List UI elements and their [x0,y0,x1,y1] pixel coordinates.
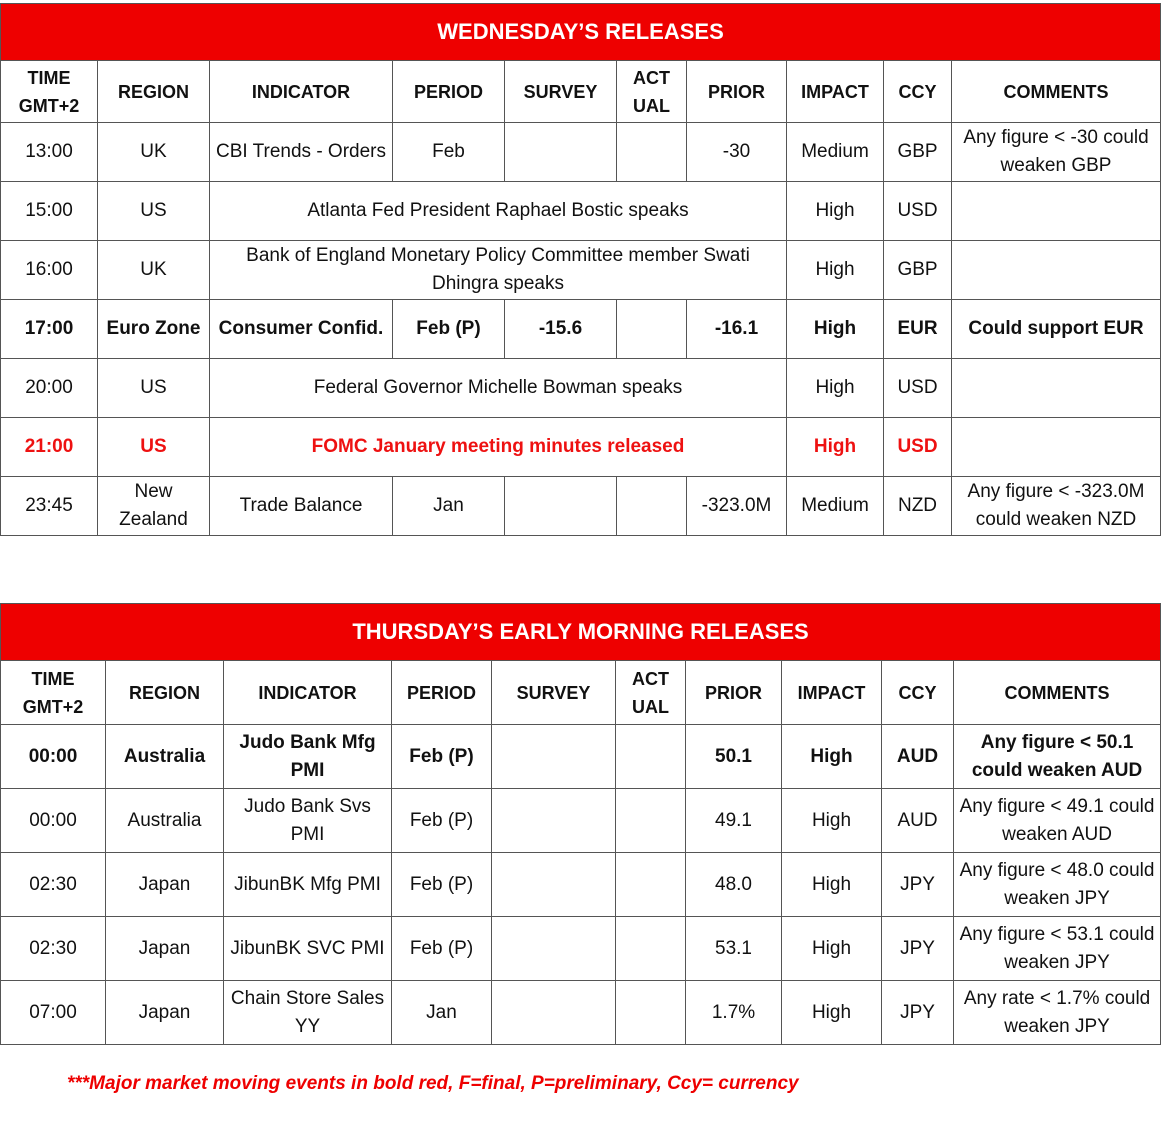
cell-indicator: Judo Bank Mfg PMI [224,725,392,789]
col-header-impact: IMPACT [787,61,884,123]
cell-survey [492,853,616,917]
cell-actual [616,981,686,1045]
col-header-indicator: INDICATOR [210,61,393,123]
cell-ccy: JPY [882,917,954,981]
table-row [1,359,1161,418]
table-row [1,725,1161,789]
col-header-survey: SURVEY [505,61,617,123]
cell-comments [952,359,1161,418]
cell-time: 23:45 [1,477,98,536]
cell-time: 17:00 [1,300,98,359]
cell-ccy: NZD [884,477,952,536]
col-header-prior: PRIOR [686,661,782,725]
cell-indicator: Consumer Confid. [210,300,393,359]
cell-prior: -16.1 [687,300,787,359]
cell-comments: Any rate < 1.7% could weaken JPY [954,981,1161,1045]
cell-event: Atlanta Fed President Raphael Bostic speaks [210,182,787,241]
cell-prior: 48.0 [686,853,782,917]
cell-survey [492,917,616,981]
cell-region: Japan [106,917,224,981]
cell-impact: High [787,359,884,418]
col-header-period: PERIOD [392,661,492,725]
table-row [1,917,1161,981]
cell-time: 16:00 [1,241,98,300]
cell-indicator: Judo Bank Svs PMI [224,789,392,853]
col-header-region: REGION [98,61,210,123]
cell-impact: High [787,241,884,300]
col-header-prior: PRIOR [687,61,787,123]
cell-impact: High [787,418,884,477]
col-header-comments: COMMENTS [952,61,1161,123]
col-header-ccy: CCY [882,661,954,725]
cell-indicator: Trade Balance [210,477,393,536]
cell-prior: 1.7% [686,981,782,1045]
cell-ccy: AUD [882,789,954,853]
cell-region: Japan [106,981,224,1045]
wednesday-title: WEDNESDAY’S RELEASES [1,4,1161,61]
cell-region: UK [98,241,210,300]
cell-prior: 50.1 [686,725,782,789]
table-row [1,853,1161,917]
cell-period: Feb (P) [392,917,492,981]
cell-comments: Any figure < 49.1 could weaken AUD [954,789,1161,853]
table-row [1,477,1161,536]
cell-period: Feb (P) [392,725,492,789]
cell-period: Feb (P) [392,853,492,917]
cell-comments: Any figure < -30 could weaken GBP [952,123,1161,182]
table-row-highlight [1,418,1161,477]
cell-period: Jan [393,477,505,536]
col-header-actual: ACT UAL [616,661,686,725]
cell-time: 00:00 [1,789,106,853]
col-header-time: TIME GMT+2 [1,661,106,725]
cell-actual [617,300,687,359]
cell-indicator: JibunBK SVC PMI [224,917,392,981]
cell-time: 02:30 [1,853,106,917]
cell-event: FOMC January meeting minutes released [210,418,787,477]
cell-actual [616,917,686,981]
cell-impact: Medium [787,477,884,536]
cell-region: US [98,359,210,418]
cell-region: New Zealand [98,477,210,536]
table-row [1,182,1161,241]
cell-region: US [98,418,210,477]
cell-indicator: Chain Store Sales YY [224,981,392,1045]
cell-ccy: USD [884,359,952,418]
cell-ccy: JPY [882,981,954,1045]
cell-ccy: EUR [884,300,952,359]
cell-time: 21:00 [1,418,98,477]
cell-time: 13:00 [1,123,98,182]
cell-region: US [98,182,210,241]
cell-ccy: USD [884,418,952,477]
table-row [1,300,1161,359]
cell-impact: High [782,917,882,981]
col-header-indicator: INDICATOR [224,661,392,725]
cell-actual [616,789,686,853]
cell-period: Feb [393,123,505,182]
cell-time: 02:30 [1,917,106,981]
cell-actual [617,477,687,536]
cell-event: Bank of England Monetary Policy Committee member Swati Dhingra speaks [210,241,787,300]
footnote: ***Major market moving events in bold red, F=final, P=preliminary, Ccy= currency [67,1073,799,1094]
cell-time: 20:00 [1,359,98,418]
cell-prior: -30 [687,123,787,182]
col-header-comments: COMMENTS [954,661,1161,725]
cell-survey [492,725,616,789]
cell-impact: High [782,853,882,917]
cell-survey: -15.6 [505,300,617,359]
cell-period: Jan [392,981,492,1045]
cell-ccy: AUD [882,725,954,789]
cell-comments: Could support EUR [952,300,1161,359]
col-header-survey: SURVEY [492,661,616,725]
cell-region: Japan [106,853,224,917]
col-header-time: TIME GMT+2 [1,61,98,123]
cell-prior: 49.1 [686,789,782,853]
cell-ccy: GBP [884,241,952,300]
thursday-title: THURSDAY’S EARLY MORNING RELEASES [1,604,1161,661]
cell-impact: Medium [787,123,884,182]
cell-event: Federal Governor Michelle Bowman speaks [210,359,787,418]
cell-ccy: USD [884,182,952,241]
cell-actual [617,123,687,182]
table-row [1,241,1161,300]
cell-survey [505,477,617,536]
cell-region: Euro Zone [98,300,210,359]
cell-impact: High [787,182,884,241]
cell-time: 00:00 [1,725,106,789]
cell-prior: -323.0M [687,477,787,536]
wednesday-releases-table [0,3,1161,536]
cell-prior: 53.1 [686,917,782,981]
cell-actual [616,725,686,789]
cell-comments: Any figure < 50.1 could weaken AUD [954,725,1161,789]
cell-region: UK [98,123,210,182]
cell-period: Feb (P) [393,300,505,359]
cell-comments [952,241,1161,300]
table-row [1,123,1161,182]
cell-impact: High [782,725,882,789]
cell-indicator: CBI Trends - Orders [210,123,393,182]
cell-comments: Any figure < -323.0M could weaken NZD [952,477,1161,536]
cell-time: 15:00 [1,182,98,241]
col-header-ccy: CCY [884,61,952,123]
table-row [1,789,1161,853]
cell-impact: High [782,981,882,1045]
cell-comments: Any figure < 48.0 could weaken JPY [954,853,1161,917]
cell-survey [492,789,616,853]
cell-region: Australia [106,789,224,853]
cell-comments [952,418,1161,477]
cell-ccy: GBP [884,123,952,182]
cell-impact: High [787,300,884,359]
cell-indicator: JibunBK Mfg PMI [224,853,392,917]
col-header-region: REGION [106,661,224,725]
thursday-releases-table [0,603,1161,1045]
cell-comments [952,182,1161,241]
col-header-period: PERIOD [393,61,505,123]
cell-period: Feb (P) [392,789,492,853]
col-header-impact: IMPACT [782,661,882,725]
cell-actual [616,853,686,917]
cell-comments: Any figure < 53.1 could weaken JPY [954,917,1161,981]
cell-ccy: JPY [882,853,954,917]
cell-survey [505,123,617,182]
cell-region: Australia [106,725,224,789]
col-header-actual: ACT UAL [617,61,687,123]
cell-impact: High [782,789,882,853]
table-row [1,981,1161,1045]
cell-time: 07:00 [1,981,106,1045]
cell-survey [492,981,616,1045]
